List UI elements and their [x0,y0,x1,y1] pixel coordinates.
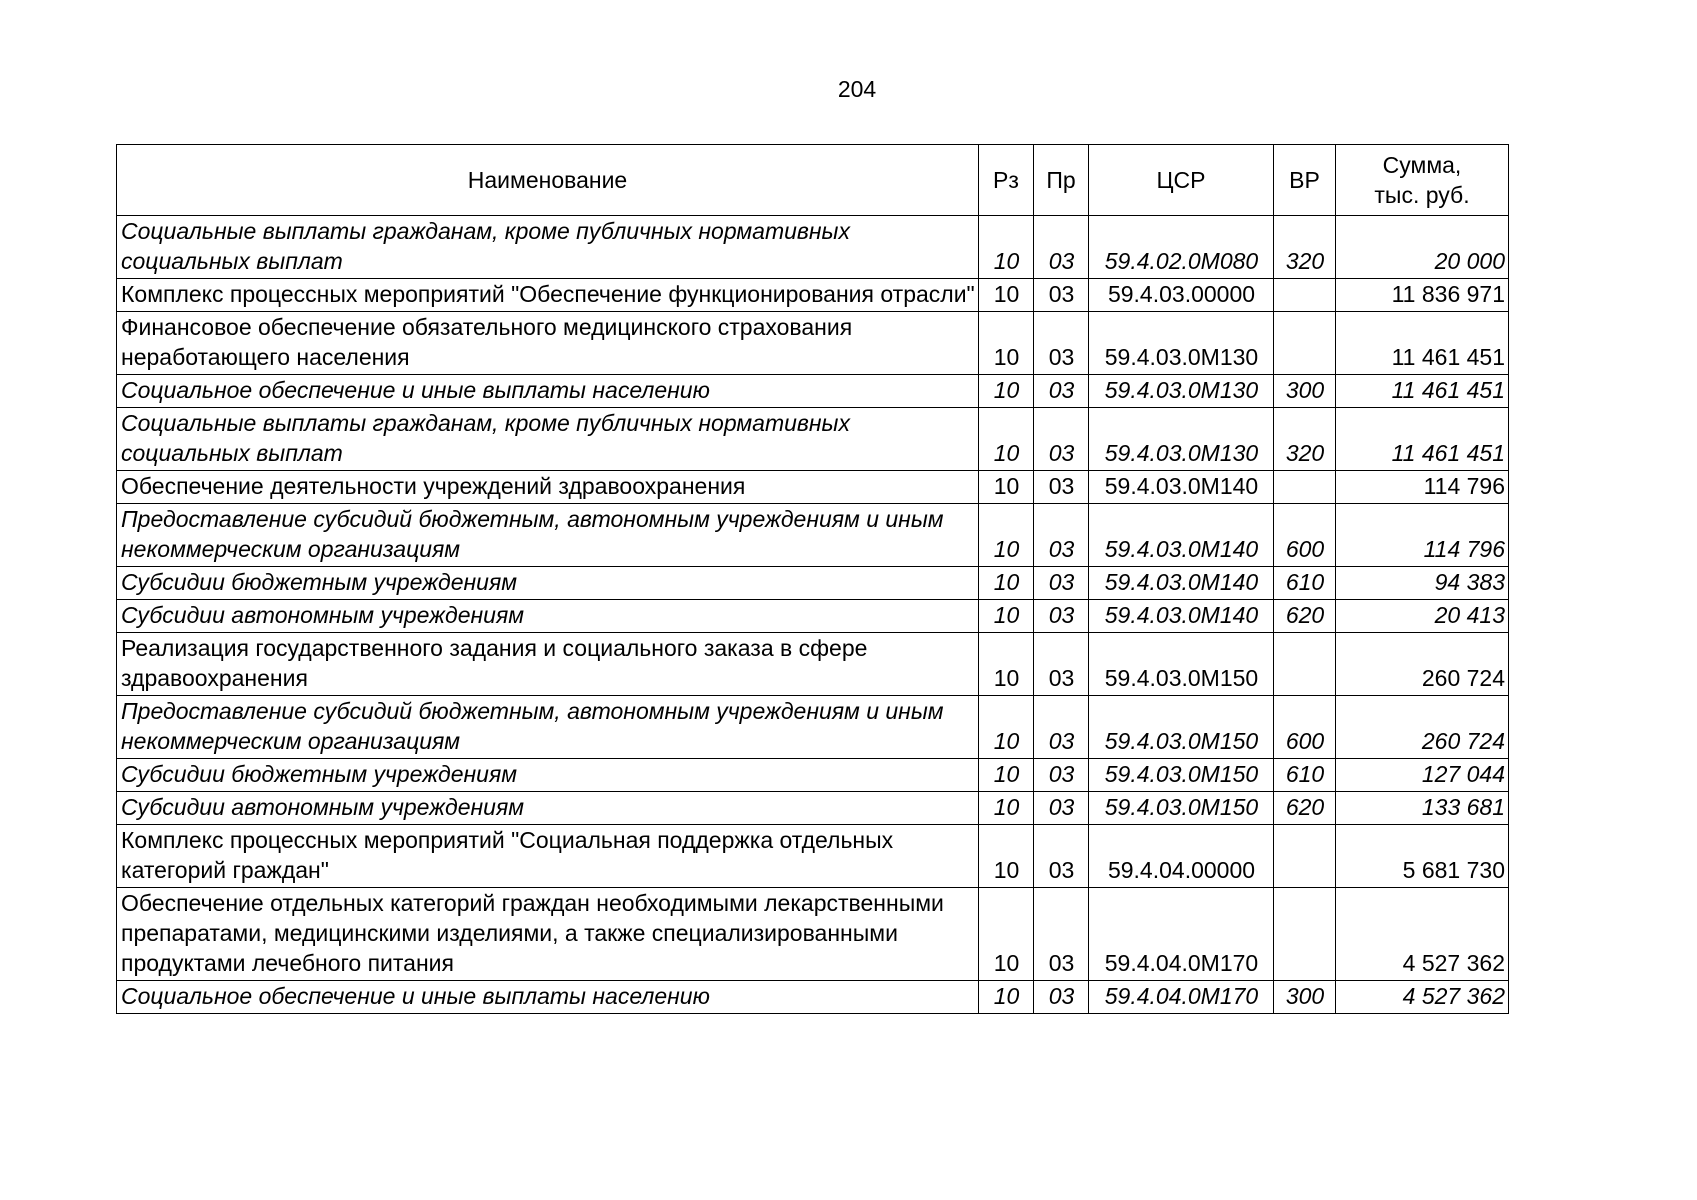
cell-vr: 300 [1274,375,1336,408]
cell-pr: 03 [1034,888,1089,981]
cell-vr [1274,633,1336,696]
cell-csr: 59.4.03.0М130 [1089,408,1274,471]
cell-name: Предоставление субсидий бюджетным, автономным учреждениям и иным некоммерческим организациям [117,696,979,759]
header-rz: Рз [979,145,1034,216]
table-row [117,633,1509,696]
cell-vr: 300 [1274,981,1336,1014]
cell-vr [1274,471,1336,504]
cell-vr: 610 [1274,759,1336,792]
cell-rz: 10 [979,792,1034,825]
cell-csr: 59.4.04.0М170 [1089,981,1274,1014]
cell-pr: 03 [1034,981,1089,1014]
cell-vr: 320 [1274,216,1336,279]
header-sum-line2: тыс. руб. [1374,182,1470,208]
cell-rz: 10 [979,600,1034,633]
cell-pr: 03 [1034,312,1089,375]
table-row [117,792,1509,825]
cell-sum: 114 796 [1336,471,1509,504]
table-row [117,408,1509,471]
cell-sum: 5 681 730 [1336,825,1509,888]
cell-vr: 600 [1274,504,1336,567]
cell-sum: 4 527 362 [1336,888,1509,981]
cell-csr: 59.4.03.0М140 [1089,504,1274,567]
cell-name: Комплекс процессных мероприятий "Социальная поддержка отдельных категорий граждан" [117,825,979,888]
cell-name: Предоставление субсидий бюджетным, автономным учреждениям и иным некоммерческим организациям [117,504,979,567]
cell-sum: 20 000 [1336,216,1509,279]
cell-rz: 10 [979,696,1034,759]
cell-rz: 10 [979,504,1034,567]
table-row [117,471,1509,504]
header-sum [1336,145,1509,216]
cell-pr: 03 [1034,792,1089,825]
table-header-row [117,145,1509,216]
cell-name: Социальные выплаты гражданам, кроме публичных нормативных социальных выплат [117,408,979,471]
cell-vr [1274,279,1336,312]
cell-csr: 59.4.03.0М130 [1089,375,1274,408]
cell-sum: 260 724 [1336,633,1509,696]
cell-csr: 59.4.03.0М140 [1089,471,1274,504]
cell-pr: 03 [1034,375,1089,408]
cell-csr: 59.4.02.0М080 [1089,216,1274,279]
cell-sum: 11 836 971 [1336,279,1509,312]
cell-rz: 10 [979,375,1034,408]
cell-sum: 11 461 451 [1336,375,1509,408]
header-pr: Пр [1034,145,1089,216]
cell-pr: 03 [1034,216,1089,279]
header-sum-line1: Сумма, [1382,152,1462,178]
cell-csr: 59.4.03.0М150 [1089,759,1274,792]
cell-sum: 20 413 [1336,600,1509,633]
cell-rz: 10 [979,471,1034,504]
cell-csr: 59.4.03.00000 [1089,279,1274,312]
cell-csr: 59.4.03.0М140 [1089,600,1274,633]
cell-pr: 03 [1034,471,1089,504]
cell-name: Социальное обеспечение и иные выплаты населению [117,981,979,1014]
cell-rz: 10 [979,408,1034,471]
cell-rz: 10 [979,279,1034,312]
cell-pr: 03 [1034,600,1089,633]
cell-name: Субсидии бюджетным учреждениям [117,759,979,792]
cell-rz: 10 [979,312,1034,375]
cell-vr: 320 [1274,408,1336,471]
table-row [117,216,1509,279]
table-row [117,504,1509,567]
table-row [117,759,1509,792]
cell-csr: 59.4.03.0М150 [1089,696,1274,759]
cell-pr: 03 [1034,633,1089,696]
table-body [117,216,1509,1014]
cell-csr: 59.4.03.0М150 [1089,633,1274,696]
cell-name: Обеспечение отдельных категорий граждан необходимыми лекарственными препаратами, медицинскими изделиями, а также специализированными продуктами лечебного питания [117,888,979,981]
cell-pr: 03 [1034,825,1089,888]
budget-table [116,144,1509,1014]
cell-rz: 10 [979,825,1034,888]
cell-name: Субсидии автономным учреждениям [117,600,979,633]
cell-sum: 133 681 [1336,792,1509,825]
table-row [117,825,1509,888]
cell-name: Субсидии бюджетным учреждениям [117,567,979,600]
cell-vr [1274,825,1336,888]
cell-sum: 11 461 451 [1336,408,1509,471]
cell-pr: 03 [1034,567,1089,600]
header-vr: ВР [1274,145,1336,216]
table-row [117,696,1509,759]
header-csr: ЦСР [1089,145,1274,216]
cell-pr: 03 [1034,408,1089,471]
cell-name: Финансовое обеспечение обязательного медицинского страхования неработающего населения [117,312,979,375]
cell-rz: 10 [979,567,1034,600]
table-row [117,981,1509,1014]
cell-sum: 127 044 [1336,759,1509,792]
cell-name: Обеспечение деятельности учреждений здравоохранения [117,471,979,504]
table-row [117,375,1509,408]
cell-name: Комплекс процессных мероприятий "Обеспечение функционирования отрасли" [117,279,979,312]
table-row [117,567,1509,600]
cell-vr [1274,312,1336,375]
cell-name: Субсидии автономным учреждениям [117,792,979,825]
cell-vr: 620 [1274,600,1336,633]
cell-csr: 59.4.04.0М170 [1089,888,1274,981]
cell-rz: 10 [979,981,1034,1014]
table-row [117,312,1509,375]
cell-vr [1274,888,1336,981]
table-row [117,888,1509,981]
cell-pr: 03 [1034,759,1089,792]
cell-csr: 59.4.03.0М150 [1089,792,1274,825]
cell-csr: 59.4.03.0М140 [1089,567,1274,600]
cell-sum: 94 383 [1336,567,1509,600]
cell-sum: 260 724 [1336,696,1509,759]
cell-rz: 10 [979,633,1034,696]
cell-sum: 114 796 [1336,504,1509,567]
cell-rz: 10 [979,759,1034,792]
cell-name: Социальное обеспечение и иные выплаты населению [117,375,979,408]
table-row [117,600,1509,633]
cell-csr: 59.4.04.00000 [1089,825,1274,888]
cell-pr: 03 [1034,504,1089,567]
cell-pr: 03 [1034,696,1089,759]
cell-name: Социальные выплаты гражданам, кроме публичных нормативных социальных выплат [117,216,979,279]
page-number: 204 [837,76,877,102]
cell-sum: 11 461 451 [1336,312,1509,375]
cell-vr: 610 [1274,567,1336,600]
cell-vr: 620 [1274,792,1336,825]
cell-rz: 10 [979,216,1034,279]
cell-csr: 59.4.03.0М130 [1089,312,1274,375]
cell-sum: 4 527 362 [1336,981,1509,1014]
cell-name: Реализация государственного задания и социального заказа в сфере здравоохранения [117,633,979,696]
cell-pr: 03 [1034,279,1089,312]
cell-vr: 600 [1274,696,1336,759]
header-name: Наименование [117,145,979,216]
table-row [117,279,1509,312]
cell-rz: 10 [979,888,1034,981]
